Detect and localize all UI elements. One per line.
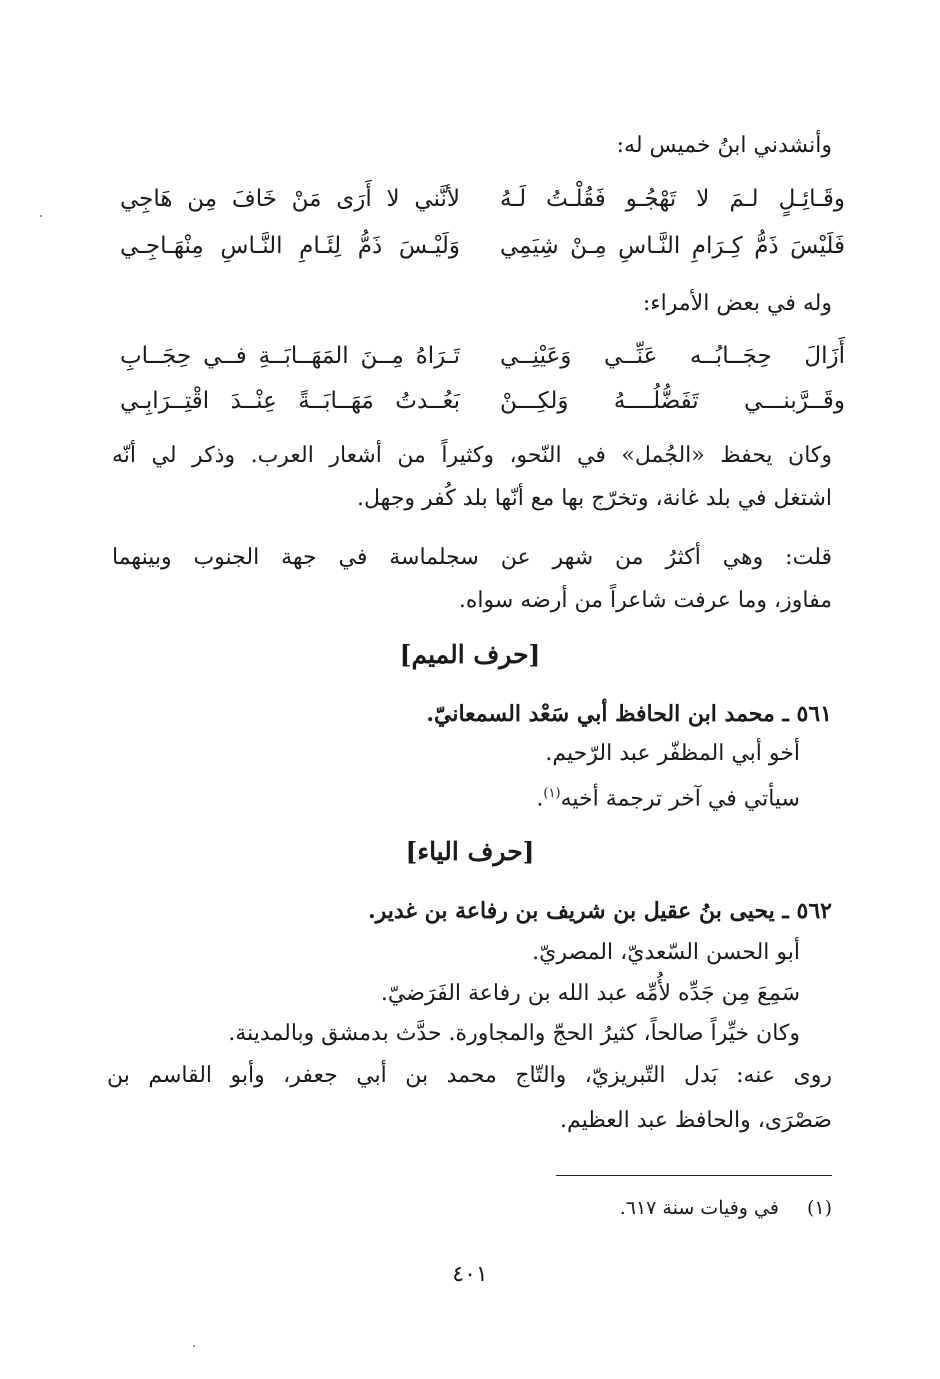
scan-speck (193, 1345, 195, 1347)
entry-562-line5: صَصْرَى، والحافظ عبد العظيم. (559, 1108, 832, 1133)
footnote-reference: (١) (543, 786, 561, 801)
entry-562-line1: أبو الحسن السّعديّ، المصريّ. (532, 940, 800, 965)
paragraph2-line2: مفاوز، وما عرفت شاعراً من أرضه سواه. (458, 588, 832, 613)
entry-562-line4: روى عنه: بَدل التّبريزيّ، والتّاج محمد بن أبي جعفر، وأبو القاسم بن (107, 1063, 832, 1088)
entry-561-line2-text: سيأتي في آخر ترجمة أخيه (560, 786, 800, 812)
verse2-second-hemistich: وَلَيْـسَ ذَمُّ لِئَـامِ النَّـاسِ مِنْهَـاجِـي (120, 233, 460, 259)
verse4-second-hemistich: بَعُــدتُ مَهَــابَــةً عِنْــدَ اقْتِــرَابِـي (120, 388, 460, 414)
paragraph2-line1: قلت: وهي أكثرُ من شهر عن سجلماسة في جهة الجنوب وبينهما (112, 545, 832, 570)
section-heading-ya: [حرف الياء] (405, 837, 535, 866)
footnote-text: في وفيات سنة ٦١٧. (619, 1197, 779, 1219)
verse4-first-hemistich: وقَــرَّبنـــي تَفَضُّلُــــهُ وَلكِـــنْ (500, 388, 845, 414)
entry-561-title: ٥٦١ ـ محمد ابن الحافظ أبي سَعْد السمعانيّ. (426, 701, 832, 727)
entry-561-line1: أخو أبي المظفّر عبد الرّحيم. (545, 741, 800, 766)
verse1-second-hemistich: لأنَّني لا أَرَى مَنْ خَافَ مِن هَاجِي (120, 186, 460, 212)
poem1-intro: وأنشدني ابنُ خميس له: (616, 133, 832, 158)
entry-562-line3: وكان خيِّراً صالحاً، كثيرُ الحجّ والمجاورة. حدَّث بدمشق وبالمدينة. (228, 1021, 800, 1046)
entry-562-title: ٥٦٢ ـ يحيى بنُ عقيل بن شريف بن رفاعة بن غدير. (367, 898, 832, 924)
section-heading-mim: [حرف الميم] (399, 640, 541, 669)
entry-561-line2 (75, 778, 800, 815)
footnote-separator (556, 1175, 832, 1176)
poem2-intro: وله في بعض الأمراء: (642, 291, 832, 316)
scan-speck (40, 215, 42, 217)
verse3-second-hemistich: تَـرَاهُ مِــنَ المَهَــابَــةِ فــي حِجَــابِ (120, 343, 460, 369)
footnote (107, 1194, 832, 1222)
footnote-number: (١) (806, 1197, 832, 1219)
page-number: ٤٠١ (452, 1262, 488, 1287)
verse3-first-hemistich: أَزَالَ حِجَــابُــه عَنِّــي وَعَيْنِــي (500, 343, 845, 369)
verse1-first-hemistich: وقَـائِـلٍ لـمَ لا تَهْجُـو فَقُلْـتُ لَـهُ (500, 186, 845, 212)
entry-561-line2-end: . (536, 786, 544, 812)
paragraph1-line2: اشتغل في بلد غانة، وتخرّج بها مع أنّها بلد كُفر وجهل. (357, 486, 832, 511)
entry-562-line2: سَمِعَ مِن جَدِّه لأُمِّه عبد الله بن رفاعة الفَرَضيّ. (380, 981, 800, 1006)
paragraph1-line1: وكان يحفظ «الجُمل» في النّحو، وكثيراً من أشعار العرب. وذكر لي أنّه (112, 443, 832, 468)
verse2-first-hemistich: فَلَيْسَ ذَمُّ كِـرَامِ النَّـاسِ مِـنْ شِيَمِي (500, 233, 845, 259)
